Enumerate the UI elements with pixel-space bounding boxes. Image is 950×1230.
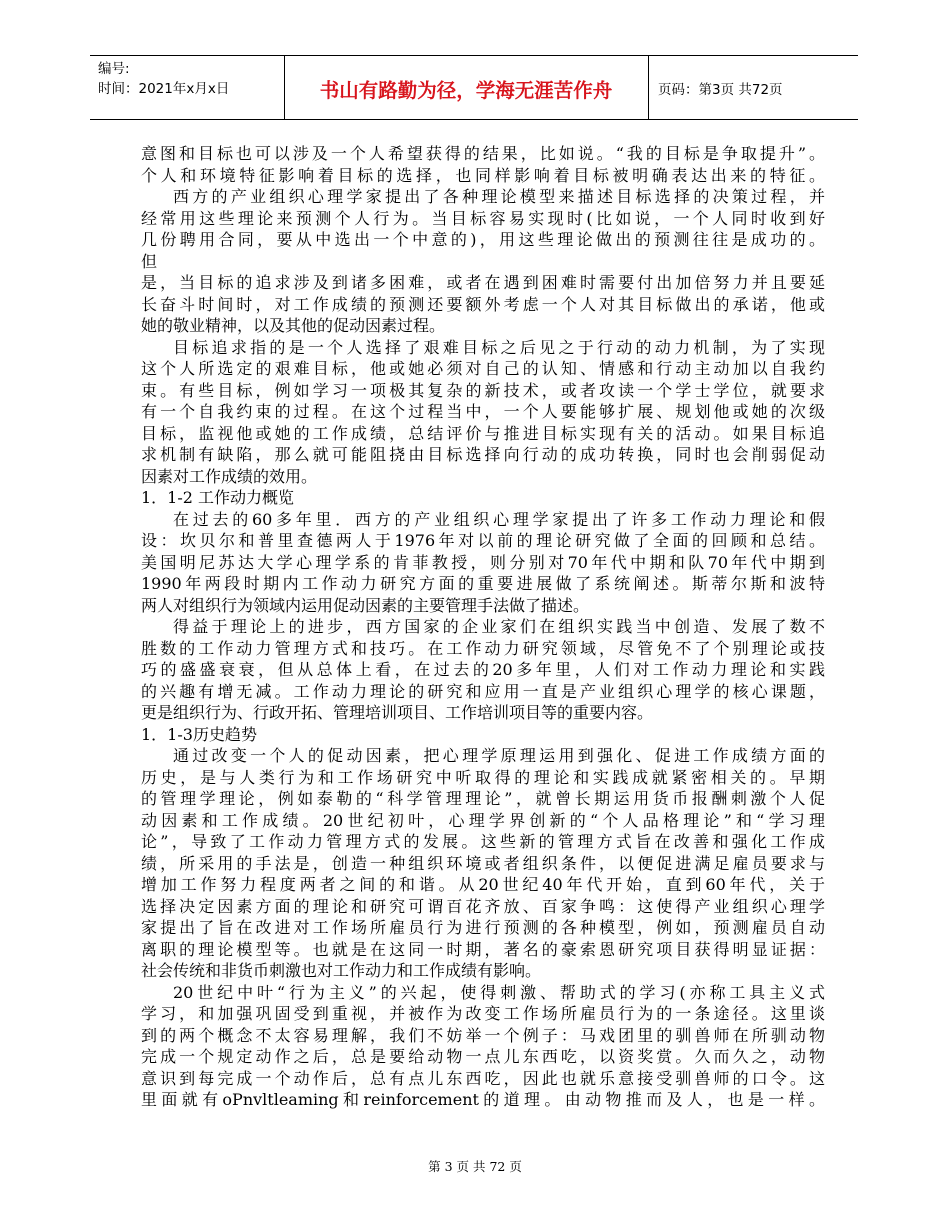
text-line: 在过去的60多年里．西方的产业组织心理学家提出了许多工作动力理论和假	[173, 509, 825, 529]
text-line: 到的两个概念不太容易理解，我们不妨举一个例子：马戏团里的驯兽师在所驯动物	[141, 1025, 825, 1045]
text-line: 历史，是与人类行为和工作场研究中听取得的理论和实践成就紧密相关的。早期	[141, 767, 825, 787]
text-line: 目标，监视他或她的工作成绩，总结评价与推进目标实现有关的活动。如果目标追	[141, 423, 825, 443]
text-line: 20世纪中叶“行为主义”的兴起，使得刺激、帮助式的学习(亦称工具主义式	[173, 982, 825, 1002]
text-line: 增加工作努力程度两者之间的和谐。从20世纪40年代开始，直到60年代，关于	[141, 875, 825, 894]
text-line: 因素对工作成绩的效用。	[141, 466, 318, 486]
header-number-label: 编号:	[98, 61, 130, 77]
header-motto: 书山有路勤为径，学海无涯苦作舟	[319, 79, 613, 102]
text-line: 离职的理论模型等。也就是在这同一时期，著名的豪索恩研究项目获得明显证据：	[141, 939, 825, 959]
text-line: 几份聘用合同，要从中选出一个中意的)，用这些理论做出的预测往往是成功的。	[141, 230, 825, 249]
text-line: 1990年两段时期内工作动力研究方面的重要进展做了系统阐述。斯蒂尔斯和波特	[141, 574, 825, 593]
text-line: 得益于理论上的进步，西方国家的企业家们在组织实践当中创造、发展了数不	[173, 617, 825, 636]
text-line: 绩，所采用的手法是，创造一种组织环境或者组织条件，以便促进满足雇员要求与	[141, 853, 825, 873]
text-line: 长奋斗时间时，对工作成绩的预测还要额外考虑一个人对其目标做出的承诺，他或	[141, 294, 825, 314]
section-heading: 1．1-3历史趋势	[141, 724, 257, 744]
text-line: 里面就有oPnvltleaming和reinforcement的道理。由动物推而及人，也是一样。	[141, 1090, 825, 1109]
text-line: 束。有些目标，例如学习一项极其复杂的新技术，或者攻读一个学士学位，就要求	[141, 380, 825, 400]
text-line: 巧的盛盛衰衰，但从总体上看，在过去的20多年里，人们对工作动力理论和实践	[141, 660, 825, 679]
text-line: 这个人所选定的艰难目标，他或她必须对自己的认知、情感和行动主动加以自我约	[141, 359, 825, 378]
text-line: 学习，和加强巩固受到重视，并被作为改变工作场所雇员行为的一条途径。这里谈	[141, 1004, 825, 1023]
text-line: 意识到每完成一个动作后，总有点儿东西吃，因此也就乐意接受驯兽师的口令。这	[141, 1068, 825, 1088]
text-line: 动因素和工作成绩。20世纪初叶，心理学界创新的“个人品格理论”和“学习理	[141, 810, 825, 830]
header-time-label: 时间：2021年x月x日	[98, 81, 230, 97]
text-line: 完成一个规定动作之后，总是要给动物一点儿东西吃，以资奖赏。久而久之，动物	[141, 1047, 825, 1066]
text-line: 求机制有缺陷，那么就可能阻挠由目标选择向行动的成功转换，同时也会削弱促动	[141, 445, 825, 464]
text-line: 更是组织行为、行政开拓、管理培训项目、工作培训项目等的重要内容。	[141, 703, 654, 722]
header-page-label: 页码：第3页 共72页	[658, 82, 783, 98]
text-line: 两人对组织行为领域内运用促动因素的主要管理手法做了描述。	[141, 595, 590, 615]
text-line: 的兴趣有增无减。工作动力理论的研究和应用一直是产业组织心理学的核心课题，	[141, 681, 825, 701]
text-line: 胜数的工作动力管理方式和技巧。在工作动力研究领域，尽管免不了个别理论或技	[141, 638, 825, 658]
text-line: 个人和环境特征影响着目标的选择，也同样影响着目标被明确表达出来的特征。	[141, 165, 825, 185]
page-footer: 第 3 页 共 72 页	[428, 1159, 522, 1174]
text-line: 家提出了旨在改进对工作场所雇员行为进行预测的各种模型，例如，预测雇员自动	[141, 918, 825, 937]
text-line: 社会传统和非货币刺激也对工作动力和工作成绩有影响。	[141, 961, 542, 980]
text-line: 经常用这些理论来预测个人行为。当目标容易实现时(比如说，一个人同时收到好	[141, 208, 825, 228]
header-top-rule	[90, 55, 858, 56]
text-line: 目标追求指的是一个人选择了艰难目标之后见之于行动的动力机制，为了实现	[173, 337, 825, 357]
text-line: 论”，导致了工作动力管理方式的发展。这些新的管理方式旨在改善和强化工作成	[141, 832, 825, 851]
text-line: 选择决定因素方面的理论和研究可谓百花齐放、百家争鸣：这使得产业组织心理学	[141, 896, 825, 916]
header-bottom-rule	[90, 119, 858, 120]
text-line: 西方的产业组织心理学家提出了各种理论模型来描述目标选择的决策过程，并	[173, 187, 825, 206]
header-divider-right	[648, 55, 649, 120]
text-line: 但	[141, 251, 158, 271]
text-line: 的管理学理论，例如泰勒的“科学管理理论”，就曾长期运用货币报酬刺激个人促	[141, 789, 825, 808]
text-line: 设：坎贝尔和普里查德两人于1976年对以前的理论研究做了全面的回顾和总结。	[141, 531, 825, 550]
section-heading: 1．1-2 工作动力概览	[141, 488, 295, 507]
text-line: 美国明尼苏达大学心理学系的肯菲教授，则分别对70年代中期和队70年代中期到	[141, 552, 825, 572]
text-line: 有一个自我约束的过程。在这个过程当中，一个人要能够扩展、规划他或她的次级	[141, 402, 825, 421]
header-meta	[98, 59, 229, 99]
text-line: 意图和目标也可以涉及一个人希望获得的结果，比如说。“我的目标是争取提升”。	[141, 144, 825, 163]
text-line: 是，当目标的追求涉及到诸多困难，或者在遇到困难时需要付出加倍努力并且要延	[141, 273, 825, 292]
text-line: 她的敬业精神，以及其他的促动因素过程。	[141, 316, 446, 335]
document-body	[141, 143, 825, 1111]
text-line: 通过改变一个人的促动因素，把心理学原理运用到强化、促进工作成绩方面的	[173, 746, 825, 765]
page-header	[90, 55, 858, 121]
